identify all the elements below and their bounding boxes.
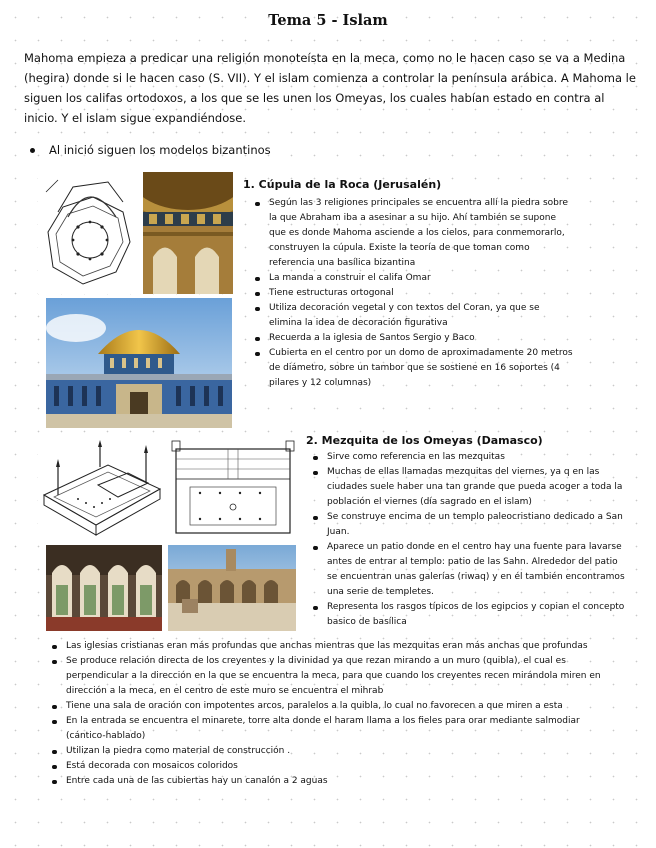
dome-of-rock-plan-drawing — [38, 172, 136, 294]
mosque-prayer-hall-photo — [46, 545, 162, 631]
umayyad-mosque-floor-plan — [170, 437, 296, 541]
mosque-courtyard-photo — [168, 545, 296, 631]
section-2-list — [306, 450, 628, 630]
list-item: Tiene estructuras ortogonal — [251, 286, 573, 301]
section-1 — [243, 178, 573, 391]
list-item: Recuerda a la iglesia de Santos Sergio y Baco — [251, 331, 573, 346]
intro-paragraph: Mahoma empieza a predicar una religión monoteísta en la meca, como no le hacen caso se va a Medina (hegira) donde si le hacen caso (S. VII). Y el islam comienza a controlar la península arábica. A Mahoma le siguen los califas ortodoxos, a los que se les unen los Omeyas, los cuales habían estado en contra al inicio. Y el islam sigue expandiéndose. — [24, 51, 636, 125]
list-item: Representa los rasgos típicos de los egipcios y copian el concepto basico de basílica — [309, 600, 628, 630]
main-bullet — [30, 143, 271, 157]
list-item: Utiliza decoración vegetal y con textos del Coran, ya que se elimina la idea de decoración figurativa — [251, 301, 573, 331]
main-bullet-text: Al inició siguen los modelos bizantinos — [49, 143, 271, 157]
bottom-list — [48, 639, 620, 789]
list-item: Muchas de ellas llamadas mezquitas del viernes, ya q en las ciudades suele haber una tan grande que pueda acoger a toda la población el viernes (día sagrado en el islam) — [309, 465, 628, 510]
list-item: Según las 3 religiones principales se encuentra allí la piedra sobre la que Abraham iba a asesinar a su hijo. Ahí también se supone que es donde Mahoma asciende a los cielos, para conmemorarlo, construyen la cúpula. Existe la teoría de que toman como referencia una basílica bizantina — [251, 196, 573, 271]
list-item: Utilizan la piedra como material de construcción . — [48, 744, 620, 759]
section-1-heading: 1. Cúpula de la Roca (Jerusalén) — [243, 178, 442, 191]
section-2 — [306, 434, 628, 630]
list-item: Se construye encima de un templo paleocristiano dedicado a San Juan. — [309, 510, 628, 540]
bullet-dot — [30, 148, 35, 153]
list-item: Se produce relación directa de los creyentes y la divinidad ya que rezan mirando a un muro (quibla), el cual es perpendicular a la dirección en la que se encuentra la meca, para que cuando los creyentes recen mirándola miren en dirección a la meca, en el centro de este muro se encuentra el mihrab — [48, 654, 620, 699]
list-item: Sirve como referencia en las mezquitas — [309, 450, 628, 465]
list-item: La manda a construir el califa Omar — [251, 271, 573, 286]
bottom-list-container — [48, 639, 620, 789]
list-item: Está decorada con mosaicos coloridos — [48, 759, 620, 774]
page-title: Tema 5 - Islam — [268, 12, 388, 29]
section-2-heading: 2. Mezquita de los Omeyas (Damasco) — [306, 434, 543, 447]
dome-of-rock-exterior-photo — [46, 298, 232, 428]
list-item: En la entrada se encuentra el minarete, torre alta donde el haram llama a los fieles para orar mediante salmodiar (cántico-hablado) — [48, 714, 620, 744]
umayyad-mosque-axonometric-drawing — [38, 437, 166, 545]
dome-interior-photo — [143, 172, 233, 294]
list-item: Tiene una sala de oración con impotentes arcos, paralelos a la quibla, lo cual no favorecen a que miren a esta — [48, 699, 620, 714]
section-1-list — [243, 196, 573, 391]
list-item: Entre cada una de las cubiertas hay un canalón a 2 aguas — [48, 774, 620, 789]
list-item: Cubierta en el centro por un domo de aproximadamente 20 metros de diámetro, sobre un tambor que se sostiene en 16 soportes (4 pilares y 12 columnas) — [251, 346, 573, 391]
list-item: Las iglesias cristianas eran más profundas que anchas mientras que las mezquitas eran más anchas que profundas — [48, 639, 620, 654]
list-item: Aparece un patio donde en el centro hay una fuente para lavarse antes de entrar al templo: patio de las Sahn. Alrededor del patio se encuentran unas galerías (riwaq) y en él también encontramos una serie de templetes. — [309, 540, 628, 600]
